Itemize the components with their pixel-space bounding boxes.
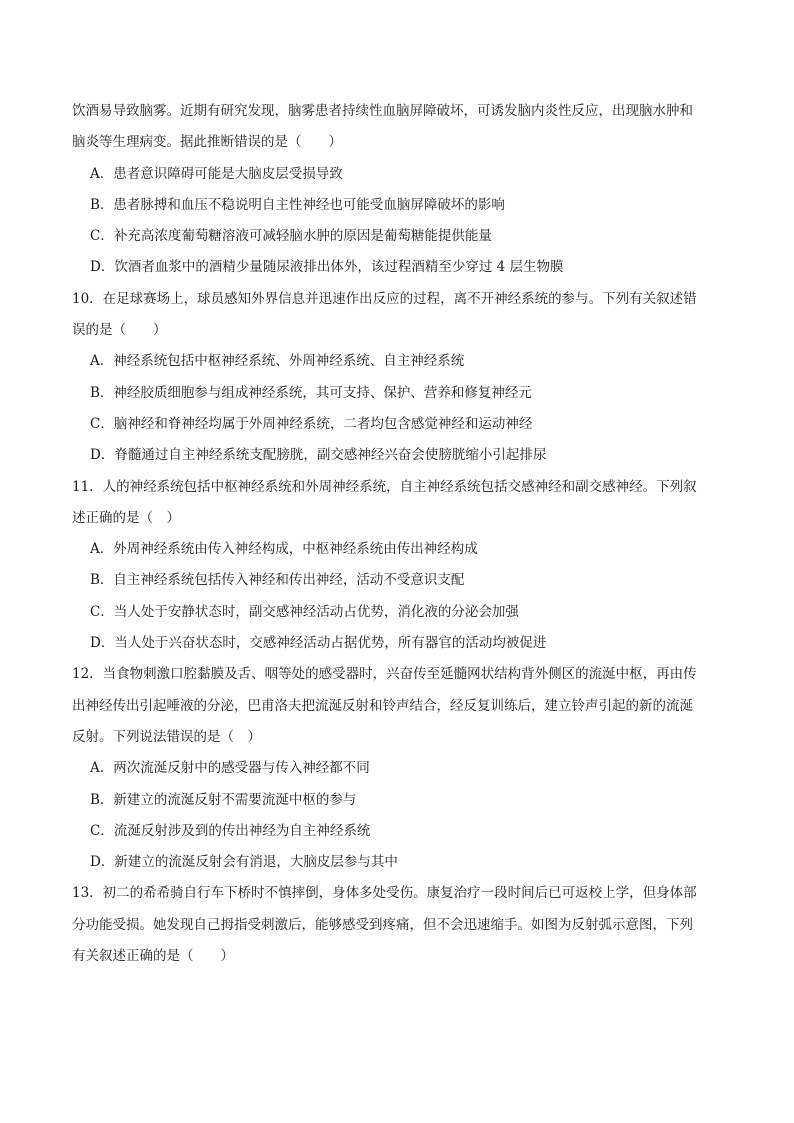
option-d: D．脊髓通过自主神经系统支配膀胱，副交感神经兴奋会使膀胱缩小引起排尿: [90, 447, 547, 464]
question-stem-line: 误的是（ ）: [72, 322, 167, 339]
question-stem-line: 出神经传出引起唾液的分泌，巴甫洛夫把流涎反射和铃声结合，经反复训练后，建立铃声引起的新的流涎: [72, 697, 693, 714]
document-page: [72, 96, 722, 972]
option-c: C．补充高浓度葡萄糖溶液可减轻脑水肿的原因是葡萄糖能提供能量: [90, 228, 492, 245]
option-a: A．外周神经系统由传入神经构成，中枢神经系统由传出神经构成: [90, 541, 478, 558]
option-c: C．脑神经和脊神经均属于外周神经系统，二者均包含感觉神经和运动神经: [90, 415, 533, 432]
option-d: D．新建立的流涎反射会有消退，大脑皮层参与其中: [90, 854, 398, 871]
option-c: C．当人处于安静状态时，副交感神经活动占优势，消化液的分泌会加强: [90, 603, 519, 620]
option-c: C．流涎反射涉及到的传出神经为自主神经系统: [90, 822, 371, 839]
question-stem-line: 11．人的神经系统包括中枢神经系统和外周神经系统，自主神经系统包括交感神经和副交感神经。下列叙: [72, 478, 697, 495]
question-12: [72, 659, 722, 878]
question-stem-line: 述正确的是（ ）: [72, 509, 180, 526]
option-a: A．两次流涎反射中的感受器与传入神经都不同: [90, 760, 370, 777]
question-9: [72, 96, 722, 284]
question-13: [72, 878, 722, 972]
question-stem-line: 反射。下列说法错误的是（ ）: [72, 728, 261, 745]
question-stem-line: 10．在足球赛场上，球员感知外界信息并迅速作出反应的过程，离不开神经系统的参与。下列有关叙述错: [72, 290, 697, 307]
option-b: B．自主神经系统包括传入神经和传出神经，活动不受意识支配: [90, 572, 465, 589]
option-b: B．新建立的流涎反射不需要流涎中枢的参与: [90, 791, 357, 808]
option-a: A．神经系统包括中枢神经系统、外周神经系统、自主神经系统: [90, 353, 465, 370]
question-stem-line: 脑炎等生理病变。据此推断错误的是（ ）: [72, 134, 342, 151]
question-stem-line: 12．当食物刺激口腔黏膜及舌、咽等处的感受器时，兴奋传至延髓网状结构背外侧区的流涎中枢，再由传: [72, 666, 697, 683]
question-11: [72, 472, 722, 660]
question-stem-line: 13．初二的希希骑自行车下桥时不慎摔倒，身体多处受伤。康复治疗一段时间后已可返校上学，但身体部: [72, 885, 697, 902]
question-10: [72, 284, 722, 472]
question-stem-line: 分功能受损。她发现自己拇指受刺激后，能够感受到疼痛，但不会迅速缩手。如图为反射弧示意图，下列: [72, 916, 693, 933]
question-stem-line: 饮酒易导致脑雾。近期有研究发现，脑雾患者持续性血脑屏障破坏，可诱发脑内炎性反应，出现脑水肿和: [72, 103, 693, 119]
option-b: B．患者脉搏和血压不稳说明自主性神经也可能受血脑屏障破坏的影响: [90, 196, 505, 213]
option-d: D．饮酒者血浆中的酒精少量随尿液排出体外，该过程酒精至少穿过 4 层生物膜: [90, 259, 564, 276]
option-a: A．患者意识障碍可能是大脑皮层受损导致: [90, 165, 343, 182]
option-b: B．神经胶质细胞参与组成神经系统，其可支持、保护、营养和修复神经元: [90, 384, 532, 401]
question-stem-line: 有关叙述正确的是（ ）: [72, 948, 234, 965]
option-d: D．当人处于兴奋状态时，交感神经活动占据优势，所有器官的活动均被促进: [90, 635, 547, 652]
